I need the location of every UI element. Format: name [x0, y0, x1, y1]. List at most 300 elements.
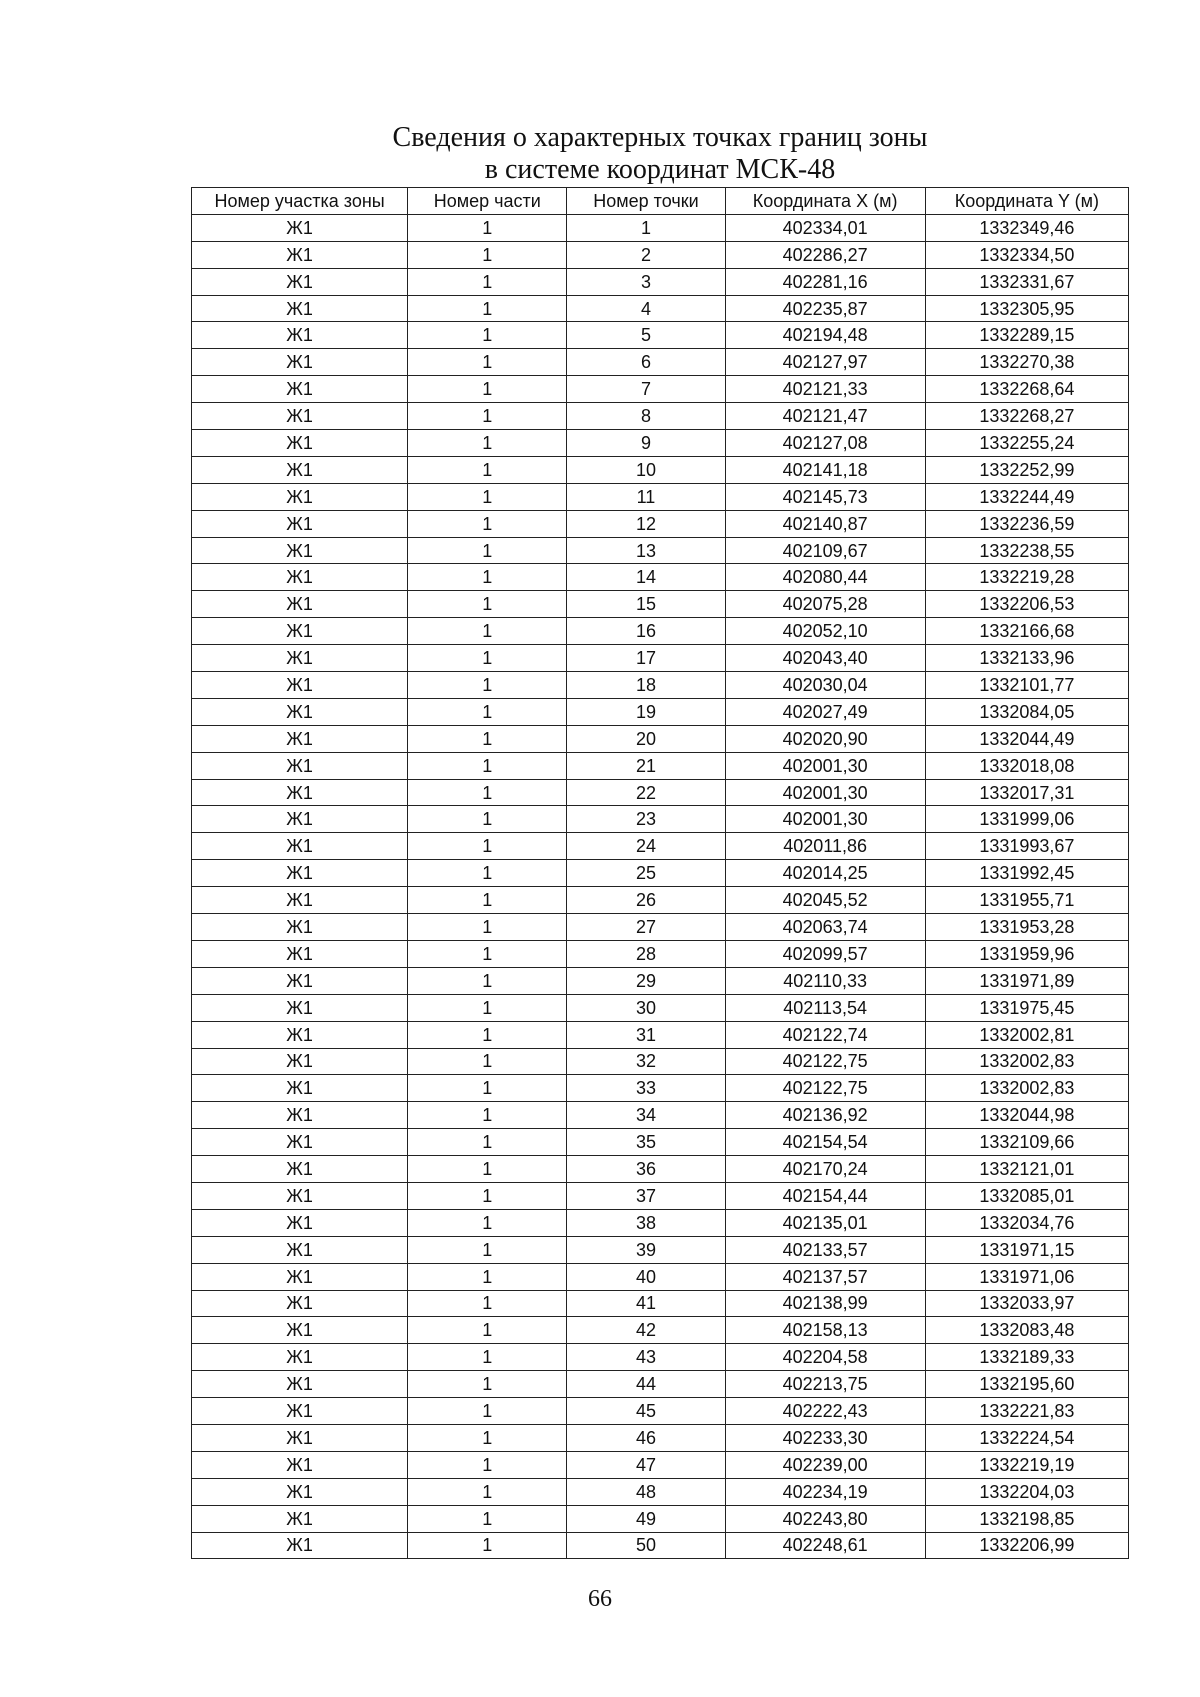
cell-part-number: 1: [408, 268, 567, 295]
cell-zone-section: Ж1: [192, 698, 408, 725]
cell-point-number: 8: [567, 403, 725, 430]
cell-coordinate-x: 402334,01: [725, 214, 925, 241]
cell-zone-section: Ж1: [192, 618, 408, 645]
cell-part-number: 1: [408, 483, 567, 510]
cell-point-number: 5: [567, 322, 725, 349]
cell-zone-section: Ж1: [192, 1344, 408, 1371]
cell-zone-section: Ж1: [192, 1505, 408, 1532]
cell-coordinate-y: 1331971,89: [925, 967, 1128, 994]
cell-coordinate-x: 402001,30: [725, 779, 925, 806]
cell-coordinate-x: 402001,30: [725, 806, 925, 833]
cell-part-number: 1: [408, 752, 567, 779]
cell-coordinate-y: 1332166,68: [925, 618, 1128, 645]
cell-part-number: 1: [408, 914, 567, 941]
cell-point-number: 29: [567, 967, 725, 994]
table-row: [192, 940, 1129, 967]
table-row: [192, 1129, 1129, 1156]
cell-coordinate-y: 1331953,28: [925, 914, 1128, 941]
cell-part-number: 1: [408, 214, 567, 241]
cell-coordinate-x: 402154,54: [725, 1129, 925, 1156]
cell-zone-section: Ж1: [192, 967, 408, 994]
cell-zone-section: Ж1: [192, 537, 408, 564]
cell-part-number: 1: [408, 1048, 567, 1075]
cell-point-number: 10: [567, 456, 725, 483]
cell-zone-section: Ж1: [192, 349, 408, 376]
cell-point-number: 31: [567, 1021, 725, 1048]
document-subtitle: в системе координат МСК-48: [484, 154, 836, 185]
cell-point-number: 2: [567, 241, 725, 268]
cell-coordinate-x: 402014,25: [725, 860, 925, 887]
cell-coordinate-y: 1331975,45: [925, 994, 1128, 1021]
cell-point-number: 23: [567, 806, 725, 833]
cell-zone-section: Ж1: [192, 645, 408, 672]
cell-part-number: 1: [408, 403, 567, 430]
cell-coordinate-y: 1332002,83: [925, 1075, 1128, 1102]
cell-point-number: 43: [567, 1344, 725, 1371]
cell-coordinate-x: 402011,86: [725, 833, 925, 860]
table-row: [192, 295, 1129, 322]
cell-part-number: 1: [408, 537, 567, 564]
cell-coordinate-x: 402170,24: [725, 1156, 925, 1183]
cell-zone-section: Ж1: [192, 672, 408, 699]
cell-coordinate-x: 402122,75: [725, 1075, 925, 1102]
cell-coordinate-y: 1332236,59: [925, 510, 1128, 537]
cell-point-number: 14: [567, 564, 725, 591]
cell-coordinate-y: 1332289,15: [925, 322, 1128, 349]
cell-zone-section: Ж1: [192, 1317, 408, 1344]
cell-coordinate-x: 402239,00: [725, 1451, 925, 1478]
cell-part-number: 1: [408, 241, 567, 268]
cell-coordinate-y: 1332109,66: [925, 1129, 1128, 1156]
cell-part-number: 1: [408, 1317, 567, 1344]
cell-point-number: 21: [567, 752, 725, 779]
cell-zone-section: Ж1: [192, 1263, 408, 1290]
cell-part-number: 1: [408, 591, 567, 618]
cell-coordinate-x: 402233,30: [725, 1424, 925, 1451]
cell-coordinate-y: 1332033,97: [925, 1290, 1128, 1317]
cell-coordinate-y: 1332195,60: [925, 1371, 1128, 1398]
cell-coordinate-y: 1331993,67: [925, 833, 1128, 860]
cell-coordinate-x: 402140,87: [725, 510, 925, 537]
cell-coordinate-y: 1332219,28: [925, 564, 1128, 591]
cell-zone-section: Ж1: [192, 940, 408, 967]
cell-point-number: 3: [567, 268, 725, 295]
cell-zone-section: Ж1: [192, 1371, 408, 1398]
header-coordinate-x: Координата X (м): [725, 188, 925, 215]
cell-coordinate-x: 402121,47: [725, 403, 925, 430]
cell-zone-section: Ж1: [192, 268, 408, 295]
table-row: [192, 994, 1129, 1021]
cell-coordinate-y: 1332189,33: [925, 1344, 1128, 1371]
table-row: [192, 268, 1129, 295]
cell-coordinate-x: 402099,57: [725, 940, 925, 967]
cell-coordinate-x: 402030,04: [725, 672, 925, 699]
cell-zone-section: Ж1: [192, 403, 408, 430]
cell-part-number: 1: [408, 779, 567, 806]
cell-zone-section: Ж1: [192, 430, 408, 457]
table-row: [192, 1236, 1129, 1263]
cell-coordinate-x: 402121,33: [725, 376, 925, 403]
table-row: [192, 887, 1129, 914]
table-row: [192, 914, 1129, 941]
table-row: [192, 1209, 1129, 1236]
cell-coordinate-x: 402001,30: [725, 752, 925, 779]
cell-coordinate-x: 402045,52: [725, 887, 925, 914]
cell-part-number: 1: [408, 698, 567, 725]
cell-coordinate-x: 402194,48: [725, 322, 925, 349]
cell-point-number: 19: [567, 698, 725, 725]
cell-coordinate-y: 1332255,24: [925, 430, 1128, 457]
header-point-number: Номер точки: [567, 188, 725, 215]
cell-zone-section: Ж1: [192, 1075, 408, 1102]
cell-coordinate-x: 402235,87: [725, 295, 925, 322]
cell-coordinate-y: 1332206,53: [925, 591, 1128, 618]
table-body: [192, 214, 1129, 1559]
cell-point-number: 33: [567, 1075, 725, 1102]
cell-part-number: 1: [408, 322, 567, 349]
cell-coordinate-x: 402136,92: [725, 1102, 925, 1129]
cell-coordinate-y: 1332221,83: [925, 1398, 1128, 1425]
cell-point-number: 16: [567, 618, 725, 645]
cell-point-number: 46: [567, 1424, 725, 1451]
cell-zone-section: Ж1: [192, 1182, 408, 1209]
cell-part-number: 1: [408, 1102, 567, 1129]
cell-coordinate-y: 1332034,76: [925, 1209, 1128, 1236]
cell-coordinate-x: 402137,57: [725, 1263, 925, 1290]
cell-part-number: 1: [408, 1451, 567, 1478]
cell-part-number: 1: [408, 1156, 567, 1183]
cell-coordinate-y: 1332017,31: [925, 779, 1128, 806]
cell-part-number: 1: [408, 833, 567, 860]
cell-coordinate-y: 1332219,19: [925, 1451, 1128, 1478]
cell-coordinate-x: 402110,33: [725, 967, 925, 994]
cell-point-number: 39: [567, 1236, 725, 1263]
table-row: [192, 376, 1129, 403]
cell-coordinate-x: 402113,54: [725, 994, 925, 1021]
cell-point-number: 9: [567, 430, 725, 457]
cell-zone-section: Ж1: [192, 833, 408, 860]
table-row: [192, 1317, 1129, 1344]
cell-coordinate-y: 1332224,54: [925, 1424, 1128, 1451]
cell-coordinate-x: 402052,10: [725, 618, 925, 645]
cell-point-number: 44: [567, 1371, 725, 1398]
cell-coordinate-y: 1332331,67: [925, 268, 1128, 295]
cell-coordinate-y: 1331971,15: [925, 1236, 1128, 1263]
cell-point-number: 28: [567, 940, 725, 967]
cell-zone-section: Ж1: [192, 1532, 408, 1559]
cell-zone-section: Ж1: [192, 322, 408, 349]
cell-point-number: 17: [567, 645, 725, 672]
cell-coordinate-x: 402122,74: [725, 1021, 925, 1048]
cell-point-number: 15: [567, 591, 725, 618]
cell-zone-section: Ж1: [192, 1021, 408, 1048]
coordinates-table: [191, 187, 1129, 1559]
cell-coordinate-y: 1332002,81: [925, 1021, 1128, 1048]
cell-coordinate-y: 1332270,38: [925, 349, 1128, 376]
table-row: [192, 967, 1129, 994]
cell-zone-section: Ж1: [192, 1236, 408, 1263]
cell-coordinate-y: 1332085,01: [925, 1182, 1128, 1209]
cell-part-number: 1: [408, 510, 567, 537]
cell-part-number: 1: [408, 1371, 567, 1398]
cell-coordinate-y: 1332238,55: [925, 537, 1128, 564]
cell-part-number: 1: [408, 672, 567, 699]
cell-point-number: 42: [567, 1317, 725, 1344]
table-row: [192, 1371, 1129, 1398]
cell-coordinate-x: 402145,73: [725, 483, 925, 510]
cell-zone-section: Ж1: [192, 1451, 408, 1478]
cell-coordinate-x: 402234,19: [725, 1478, 925, 1505]
cell-point-number: 38: [567, 1209, 725, 1236]
cell-coordinate-y: 1332084,05: [925, 698, 1128, 725]
cell-coordinate-x: 402127,08: [725, 430, 925, 457]
cell-point-number: 1: [567, 214, 725, 241]
cell-part-number: 1: [408, 1236, 567, 1263]
cell-zone-section: Ж1: [192, 214, 408, 241]
header-part-number: Номер части: [408, 188, 567, 215]
cell-zone-section: Ж1: [192, 914, 408, 941]
cell-zone-section: Ж1: [192, 887, 408, 914]
table-row: [192, 1156, 1129, 1183]
cell-coordinate-y: 1332305,95: [925, 295, 1128, 322]
cell-part-number: 1: [408, 1290, 567, 1317]
table-row: [192, 806, 1129, 833]
cell-coordinate-y: 1332101,77: [925, 672, 1128, 699]
cell-coordinate-y: 1332252,99: [925, 456, 1128, 483]
table-row: [192, 349, 1129, 376]
cell-coordinate-x: 402027,49: [725, 698, 925, 725]
cell-part-number: 1: [408, 1263, 567, 1290]
cell-part-number: 1: [408, 860, 567, 887]
table-row: [192, 1102, 1129, 1129]
cell-point-number: 12: [567, 510, 725, 537]
cell-coordinate-y: 1332268,27: [925, 403, 1128, 430]
table-row: [192, 618, 1129, 645]
cell-point-number: 30: [567, 994, 725, 1021]
table-row: [192, 241, 1129, 268]
cell-zone-section: Ж1: [192, 483, 408, 510]
cell-coordinate-x: 402158,13: [725, 1317, 925, 1344]
table-row: [192, 403, 1129, 430]
cell-point-number: 47: [567, 1451, 725, 1478]
cell-point-number: 18: [567, 672, 725, 699]
cell-zone-section: Ж1: [192, 591, 408, 618]
cell-coordinate-y: 1331959,96: [925, 940, 1128, 967]
cell-coordinate-x: 402141,18: [725, 456, 925, 483]
cell-coordinate-y: 1332349,46: [925, 214, 1128, 241]
table-row: [192, 214, 1129, 241]
cell-point-number: 25: [567, 860, 725, 887]
cell-coordinate-x: 402127,97: [725, 349, 925, 376]
cell-zone-section: Ж1: [192, 456, 408, 483]
cell-point-number: 11: [567, 483, 725, 510]
cell-coordinate-x: 402154,44: [725, 1182, 925, 1209]
cell-coordinate-y: 1331992,45: [925, 860, 1128, 887]
cell-zone-section: Ж1: [192, 510, 408, 537]
cell-coordinate-x: 402204,58: [725, 1344, 925, 1371]
table-row: [192, 537, 1129, 564]
cell-coordinate-y: 1332002,83: [925, 1048, 1128, 1075]
cell-zone-section: Ж1: [192, 1209, 408, 1236]
table-row: [192, 1398, 1129, 1425]
cell-point-number: 32: [567, 1048, 725, 1075]
cell-point-number: 40: [567, 1263, 725, 1290]
cell-part-number: 1: [408, 1398, 567, 1425]
table-row: [192, 860, 1129, 887]
cell-zone-section: Ж1: [192, 994, 408, 1021]
cell-part-number: 1: [408, 430, 567, 457]
cell-coordinate-y: 1331971,06: [925, 1263, 1128, 1290]
cell-coordinate-y: 1332206,99: [925, 1532, 1128, 1559]
cell-coordinate-x: 402133,57: [725, 1236, 925, 1263]
cell-coordinate-y: 1332268,64: [925, 376, 1128, 403]
table-row: [192, 1478, 1129, 1505]
cell-point-number: 24: [567, 833, 725, 860]
cell-zone-section: Ж1: [192, 1478, 408, 1505]
cell-zone-section: Ж1: [192, 1102, 408, 1129]
cell-part-number: 1: [408, 806, 567, 833]
cell-zone-section: Ж1: [192, 752, 408, 779]
table-row: [192, 672, 1129, 699]
cell-coordinate-x: 402222,43: [725, 1398, 925, 1425]
cell-part-number: 1: [408, 1021, 567, 1048]
cell-zone-section: Ж1: [192, 376, 408, 403]
table-row: [192, 1021, 1129, 1048]
cell-coordinate-y: 1331999,06: [925, 806, 1128, 833]
cell-zone-section: Ж1: [192, 806, 408, 833]
cell-coordinate-y: 1332044,98: [925, 1102, 1128, 1129]
table-row: [192, 430, 1129, 457]
table-row: [192, 1290, 1129, 1317]
cell-coordinate-y: 1332121,01: [925, 1156, 1128, 1183]
cell-zone-section: Ж1: [192, 241, 408, 268]
cell-part-number: 1: [408, 1424, 567, 1451]
cell-point-number: 50: [567, 1532, 725, 1559]
cell-point-number: 13: [567, 537, 725, 564]
cell-coordinate-x: 402243,80: [725, 1505, 925, 1532]
cell-zone-section: Ж1: [192, 1129, 408, 1156]
cell-coordinate-x: 402075,28: [725, 591, 925, 618]
table-row: [192, 1532, 1129, 1559]
cell-part-number: 1: [408, 349, 567, 376]
cell-part-number: 1: [408, 994, 567, 1021]
cell-part-number: 1: [408, 967, 567, 994]
cell-zone-section: Ж1: [192, 564, 408, 591]
cell-part-number: 1: [408, 564, 567, 591]
cell-coordinate-x: 402138,99: [725, 1290, 925, 1317]
cell-coordinate-x: 402063,74: [725, 914, 925, 941]
cell-part-number: 1: [408, 1182, 567, 1209]
cell-point-number: 41: [567, 1290, 725, 1317]
table-row: [192, 1263, 1129, 1290]
cell-coordinate-y: 1332244,49: [925, 483, 1128, 510]
table-row: [192, 510, 1129, 537]
cell-coordinate-x: 402135,01: [725, 1209, 925, 1236]
cell-coordinate-y: 1332334,50: [925, 241, 1128, 268]
cell-part-number: 1: [408, 1129, 567, 1156]
table-row: [192, 564, 1129, 591]
cell-zone-section: Ж1: [192, 1048, 408, 1075]
cell-part-number: 1: [408, 1505, 567, 1532]
cell-zone-section: Ж1: [192, 1424, 408, 1451]
cell-coordinate-x: 402109,67: [725, 537, 925, 564]
table-row: [192, 456, 1129, 483]
cell-zone-section: Ж1: [192, 1156, 408, 1183]
cell-coordinate-y: 1332044,49: [925, 725, 1128, 752]
cell-point-number: 34: [567, 1102, 725, 1129]
table-row: [192, 1505, 1129, 1532]
cell-part-number: 1: [408, 376, 567, 403]
table-row: [192, 725, 1129, 752]
table-row: [192, 322, 1129, 349]
cell-coordinate-y: 1331955,71: [925, 887, 1128, 914]
cell-point-number: 37: [567, 1182, 725, 1209]
cell-coordinate-x: 402213,75: [725, 1371, 925, 1398]
cell-point-number: 26: [567, 887, 725, 914]
table-row: [192, 1451, 1129, 1478]
page-number: 66: [588, 1586, 612, 1612]
cell-point-number: 35: [567, 1129, 725, 1156]
cell-coordinate-x: 402122,75: [725, 1048, 925, 1075]
table-row: [192, 1182, 1129, 1209]
cell-part-number: 1: [408, 1478, 567, 1505]
table-header-row: [192, 188, 1129, 215]
cell-point-number: 22: [567, 779, 725, 806]
cell-point-number: 7: [567, 376, 725, 403]
cell-part-number: 1: [408, 1075, 567, 1102]
table-row: [192, 1344, 1129, 1371]
table-row: [192, 591, 1129, 618]
table-row: [192, 483, 1129, 510]
cell-part-number: 1: [408, 618, 567, 645]
cell-coordinate-x: 402043,40: [725, 645, 925, 672]
cell-part-number: 1: [408, 295, 567, 322]
cell-coordinate-x: 402020,90: [725, 725, 925, 752]
cell-part-number: 1: [408, 725, 567, 752]
cell-point-number: 20: [567, 725, 725, 752]
cell-coordinate-y: 1332204,03: [925, 1478, 1128, 1505]
table-row: [192, 1075, 1129, 1102]
cell-part-number: 1: [408, 887, 567, 914]
cell-coordinate-x: 402080,44: [725, 564, 925, 591]
cell-part-number: 1: [408, 645, 567, 672]
cell-point-number: 48: [567, 1478, 725, 1505]
cell-coordinate-y: 1332133,96: [925, 645, 1128, 672]
cell-zone-section: Ж1: [192, 725, 408, 752]
cell-point-number: 6: [567, 349, 725, 376]
cell-zone-section: Ж1: [192, 860, 408, 887]
cell-point-number: 27: [567, 914, 725, 941]
cell-part-number: 1: [408, 1344, 567, 1371]
table-row: [192, 752, 1129, 779]
table-row: [192, 833, 1129, 860]
cell-coordinate-x: 402286,27: [725, 241, 925, 268]
cell-zone-section: Ж1: [192, 295, 408, 322]
document-title: Сведения о характерных точках границ зоны: [392, 122, 928, 153]
cell-part-number: 1: [408, 940, 567, 967]
cell-coordinate-y: 1332018,08: [925, 752, 1128, 779]
table-row: [192, 645, 1129, 672]
cell-coordinate-x: 402248,61: [725, 1532, 925, 1559]
cell-point-number: 45: [567, 1398, 725, 1425]
cell-coordinate-y: 1332198,85: [925, 1505, 1128, 1532]
table-row: [192, 698, 1129, 725]
cell-coordinate-x: 402281,16: [725, 268, 925, 295]
table-row: [192, 779, 1129, 806]
header-coordinate-y: Координата Y (м): [925, 188, 1128, 215]
cell-point-number: 36: [567, 1156, 725, 1183]
cell-coordinate-y: 1332083,48: [925, 1317, 1128, 1344]
